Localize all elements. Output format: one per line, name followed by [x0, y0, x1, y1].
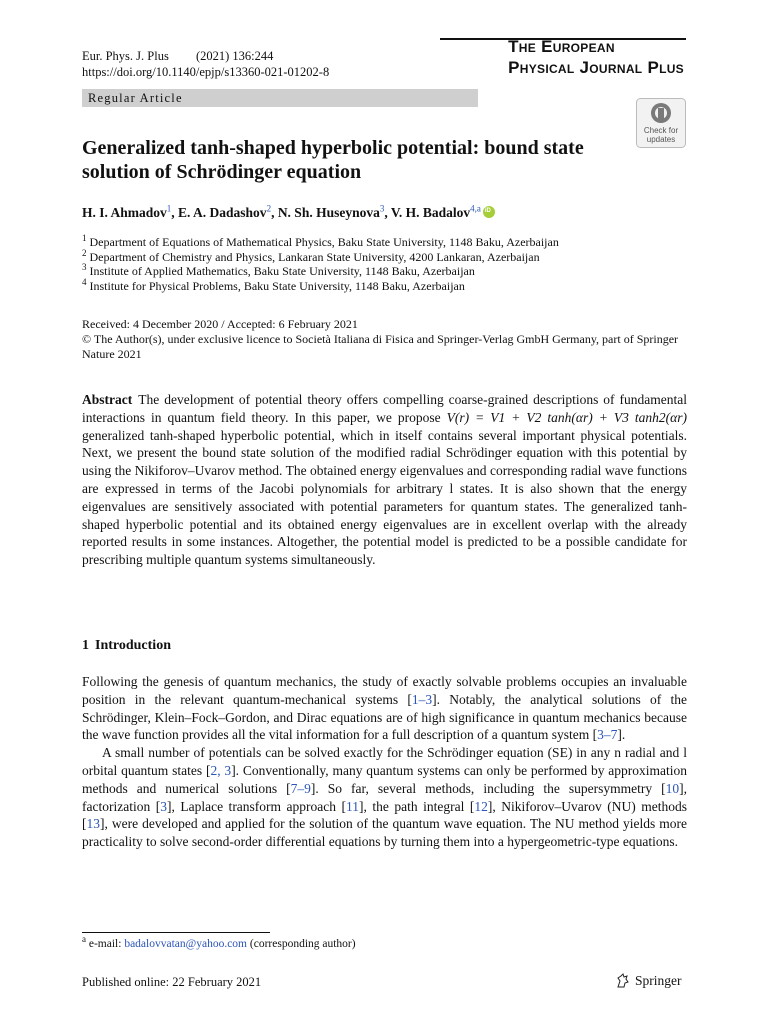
journal-name-line2: Physical Journal Plus	[508, 58, 684, 77]
author-name: E. A. Dadashov	[178, 205, 267, 220]
citation-link[interactable]: 3	[160, 798, 167, 814]
article-history	[82, 317, 692, 362]
section-heading-introduction	[82, 638, 177, 654]
doi-link[interactable]: https://doi.org/10.1140/epjp/s13360-021-01202-8	[82, 65, 330, 79]
citation-link[interactable]: 7–9	[290, 780, 311, 796]
paragraph-text: Following the genesis of quantum mechanics, the study of exactly solvable problems occupies an invaluable position in the relevant quantum-mechanical systems [	[82, 674, 687, 707]
affiliation-number: 4	[82, 276, 87, 287]
check-badge-line1: Check for	[643, 126, 679, 135]
citation-link[interactable]: 2, 3	[210, 762, 232, 778]
abstract-text-part2: generalized tanh-shaped hyperbolic potential, which in itself contains several important physical potentials. Next, we present the bound state solution of the modified radial Schrödinger equation with this potential by using the Nikiforov–Uvarov method. The obtained energy eigenvalues and corresponding radial wave functions are expressed in terms of the Jacobi polynomials for arbitrary l states. It is also shown that the energy eigenvalues are sensitively associated with potential parameters for quantum states. The generalized tanh-shaped hyperbolic potential and its obtained energy eigenvalues are in excellent overlap with the already reported results in some instances. Altogether, the potential model is predicted to be a possible candidate for prescribing multiple quantum systems simultaneously.	[82, 427, 687, 568]
author-affil-ref[interactable]: 4,a	[470, 203, 481, 214]
email-link[interactable]: badalovvatan@yahoo.com	[124, 938, 248, 950]
affiliation-item	[82, 264, 682, 279]
affiliation-text: Department of Chemistry and Physics, Lankaran State University, 4200 Lankaran, Azerbaijan	[89, 249, 540, 264]
journal-name	[508, 36, 684, 78]
footnote-rule	[82, 932, 270, 933]
author-affil-ref[interactable]: 2	[266, 203, 272, 214]
affiliations	[82, 235, 682, 293]
article-type-banner: Regular Article	[82, 89, 478, 107]
author-affil-ref[interactable]: 3	[379, 203, 385, 214]
paragraph-text: ], factorization [	[82, 780, 688, 814]
check-badge-line2: updates	[646, 135, 676, 144]
paragraph-text: ]. Conventionally, many quantum systems can only be performed by approximation methods and numerical solutions [	[82, 762, 688, 796]
paragraph-text: ], the path integral [	[359, 798, 475, 814]
section-title: Introduction	[95, 638, 171, 653]
publisher-logo	[615, 973, 682, 989]
footnote	[82, 934, 356, 950]
orcid-icon[interactable]	[483, 206, 495, 218]
paragraph-text: ]. So far, several methods, including the supersymmetry [	[310, 780, 666, 796]
check-updates-icon	[636, 98, 686, 148]
abstract-label: Abstract	[82, 392, 133, 407]
citation-link[interactable]: 13	[86, 816, 100, 832]
citation-link[interactable]: 12	[474, 798, 488, 814]
published-online-date: Published online: 22 February 2021	[82, 975, 262, 989]
affiliation-text: Department of Equations of Mathematical Physics, Baku State University, 1148 Baku, Azerbaijan	[89, 235, 559, 249]
check-for-updates-badge[interactable]	[636, 98, 686, 148]
affiliation-number: 2	[82, 247, 87, 258]
abstract-formula: V(r) = V1 + V2 tanh(αr) + V3 tanh2(αr)	[446, 409, 687, 425]
affiliation-text: Institute of Applied Mathematics, Baku State University, 1148 Baku, Azerbaijan	[89, 264, 475, 278]
paragraph-text: ].	[617, 727, 626, 743]
paragraph-text: ], Laplace transform approach [	[166, 798, 347, 814]
paper-title: Generalized tanh-shaped hyperbolic potential: bound state solution of Schrödinger equation	[82, 137, 584, 183]
abstract	[82, 391, 687, 569]
author-affil-ref[interactable]: 1	[166, 203, 172, 214]
citation-link[interactable]: 1–3	[411, 691, 433, 707]
citation-link[interactable]: 10	[665, 780, 680, 796]
publisher-name: Springer	[635, 973, 682, 988]
paragraph-text: ], were developed and applied for the solution of the quantum wave equation. The NU method yields more practicality to solve second-order differential equations by turning them into a hypergeometric-type equations.	[82, 816, 687, 850]
citation-link[interactable]: 11	[346, 798, 360, 814]
introduction-body	[82, 673, 687, 851]
journal-meta	[82, 48, 329, 80]
received-accepted-dates: Received: 4 December 2020 / Accepted: 6 February 2021	[82, 317, 358, 331]
citation-link[interactable]: 3–7	[597, 727, 618, 743]
paragraph-text: ]. Notably, the analytical solutions of the Schrödinger, Klein–Fock–Gordon, and Dirac equations are of high significance in quantum mechanics because the wave function provides all the vital information for a full description of a quantum system [	[82, 691, 687, 743]
author-name: H. I. Ahmadov	[82, 205, 167, 220]
volume-info: (2021) 136:244	[195, 49, 274, 63]
journal-name-line1: The European	[508, 37, 615, 56]
affiliation-item	[82, 276, 682, 294]
footnote-note: (corresponding author)	[249, 938, 356, 950]
affiliation-text: Institute for Physical Problems, Baku State University, 1148 Baku, Azerbaijan	[89, 278, 465, 293]
author-name: V. H. Badalov	[390, 205, 471, 220]
copyright-notice: © The Author(s), under exclusive licence to Società Italiana di Fisica and Springer-Verlag GmbH Germany, part of Springer Nature 2021	[82, 332, 679, 361]
author-list: H. I. Ahmadov$^1$, E. A. Dadashov$^2$, N. Sh. Huseynova$^3$, V. H. Badalov$^{4,a}$iD	[82, 205, 682, 221]
footnote-label: e-mail:	[88, 938, 122, 950]
journal-short-name: Eur. Phys. J. Plus	[82, 49, 169, 63]
footnote-marker: a	[82, 934, 86, 945]
author-name: N. Sh. Huseynova	[277, 205, 380, 220]
abstract-text-part1: The development of potential theory offers compelling coarse-grained descriptions of fundamental interactions in quantum field theory. In this paper, we propose	[82, 392, 687, 425]
affiliation-number: 1	[82, 233, 87, 243]
intro-paragraph-1	[82, 673, 687, 744]
paragraph-text: A small number of potentials can be solved exactly for the Schrödinger equation (SE) in any n radial and l orbital quantum states [	[82, 745, 687, 778]
section-number: 1	[82, 638, 89, 653]
affiliation-item	[82, 247, 682, 265]
intro-paragraph-2	[82, 744, 687, 851]
affiliation-number: 3	[82, 262, 87, 272]
springer-horse-icon	[615, 973, 631, 989]
affiliation-item	[82, 235, 682, 250]
paragraph-text: ], Nikiforov–Uvarov (NU) methods [	[82, 798, 687, 832]
